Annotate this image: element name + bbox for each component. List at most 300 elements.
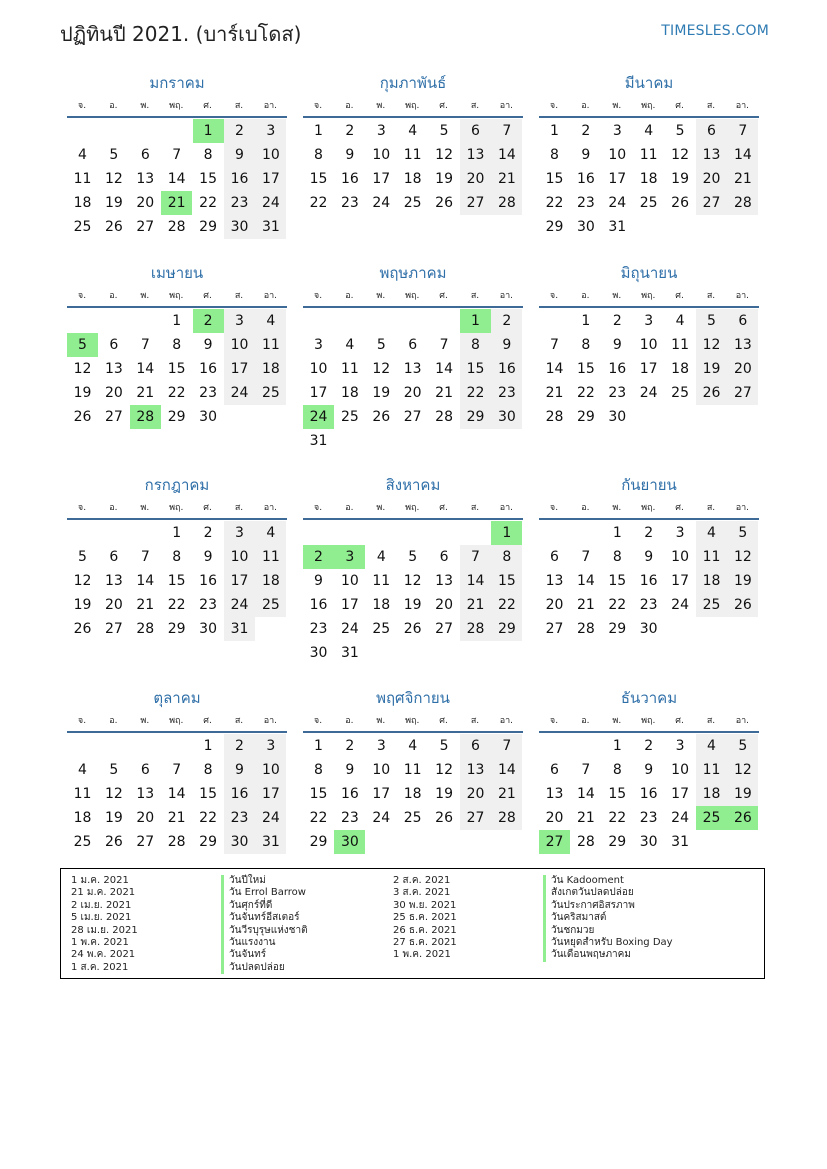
month-divider [303,116,523,118]
day-cell: 17 [224,357,255,381]
day-cell: 18 [639,171,658,187]
day-cell: 14 [167,786,186,802]
day-cell: 15 [167,361,186,377]
day-cell: 30 [224,830,255,854]
day-cell: 5 [408,549,418,565]
site-brand-link[interactable]: TIMESLES.COM [661,23,769,39]
day-cell: 12 [435,762,453,778]
legend-date: 21 ม.ค. 2021 [71,887,136,899]
day-cell: 12 [727,545,758,569]
day-cell: 29 [167,621,186,637]
day-cell: 3 [644,313,654,329]
day-cell: 13 [545,786,564,802]
day-cell: 9 [203,549,213,565]
day-cell: 20 [435,597,453,613]
day-cell: 18 [696,569,727,593]
day-cell: 13 [104,361,123,377]
legend-name-column [221,875,308,974]
day-cell: 19 [435,786,453,802]
weekday-label: ศ. [203,716,212,726]
weekday-label: ส. [234,291,244,301]
weekday-label: พฤ. [169,503,184,513]
day-cell: 15 [491,569,522,593]
weekday-header [67,713,287,727]
day-cell: 5 [109,762,119,778]
weekday-label: ศ. [439,503,448,513]
day-cell: 29 [491,617,522,641]
day-cell: 29 [199,834,217,850]
day-cell: 4 [675,313,685,329]
day-cell: 2 [644,738,654,754]
day-cell: 27 [136,834,155,850]
day-cell: 1 [612,738,622,754]
day-cell: 3 [376,738,386,754]
day-cell: 24 [639,385,658,401]
day-cell: 2 [224,734,255,758]
day-cell: 15 [608,786,627,802]
day-cell: 7 [581,762,591,778]
weekday-label: พ. [376,503,386,513]
weekday-label: อ. [581,291,590,301]
day-cell: 10 [639,337,658,353]
day-cell: 27 [460,806,491,830]
day-cell: 19 [696,357,727,381]
weekday-label: ส. [470,716,480,726]
day-cell: 7 [172,762,182,778]
legend-holiday-name: วันปลดปล่อย [221,962,308,974]
weekday-label: ส. [706,716,716,726]
day-cell: 18 [255,569,286,593]
day-cell: 9 [345,147,355,163]
holiday-day-cell: 1 [193,119,224,143]
holiday-day-cell: 1 [460,309,491,333]
weekday-label: พฤ. [405,716,420,726]
day-cell: 27 [104,621,123,637]
day-cell: 21 [435,385,453,401]
day-cell: 8 [612,762,622,778]
weekday-label: พ. [612,291,622,301]
weekday-label: อา. [499,291,514,301]
weekday-label: อ. [345,291,354,301]
day-cell: 4 [345,337,355,353]
weekday-label: จ. [77,503,87,513]
weekday-label: อ. [581,503,590,513]
weekday-label: ส. [470,101,480,111]
day-cell: 21 [136,385,155,401]
day-cell: 25 [639,195,658,211]
month-name: เมษายน [150,264,204,282]
day-cell: 1 [550,123,559,139]
day-cell: 23 [199,385,217,401]
day-cell: 25 [73,834,92,850]
day-cell: 30 [199,621,217,637]
weekday-label: ส. [234,101,244,111]
day-cell: 23 [224,191,255,215]
day-cell: 17 [224,569,255,593]
weekday-label: ศ. [203,503,212,513]
weekday-header [539,288,759,302]
day-cell: 9 [314,573,323,589]
legend-date: 28 เม.ย. 2021 [71,924,138,936]
day-cell: 6 [550,762,559,778]
day-cell: 7 [140,549,150,565]
day-cell: 19 [104,810,123,826]
day-cell: 22 [167,597,186,613]
day-cell: 31 [224,617,255,641]
day-cell: 9 [224,758,255,782]
day-cell: 5 [109,147,119,163]
weekday-label: ส. [234,503,244,513]
day-cell: 29 [576,409,595,425]
weekday-label: พฤ. [641,101,656,111]
weekday-label: จ. [313,101,323,111]
month-divider [303,731,523,733]
day-cell: 13 [545,573,564,589]
weekday-label: อ. [109,716,118,726]
day-cell: 6 [460,734,491,758]
day-cell: 22 [576,385,595,401]
day-cell: 22 [545,195,564,211]
month-divider [539,306,759,308]
day-cell: 14 [576,573,595,589]
weekday-label: พฤ. [641,503,656,513]
day-cell: 9 [612,337,622,353]
legend-date: 1 ส.ค. 2021 [71,961,129,973]
day-cell: 8 [460,333,491,357]
day-cell: 16 [224,167,255,191]
day-cell: 31 [255,830,286,854]
day-cell: 13 [435,573,453,589]
day-cell: 6 [439,549,449,565]
day-cell: 11 [372,573,391,589]
weekday-label: ส. [706,101,716,111]
month-divider [303,518,523,520]
day-cell: 16 [340,786,359,802]
day-cell: 20 [460,167,491,191]
day-cell: 20 [545,810,564,826]
day-cell: 2 [203,525,213,541]
day-cell: 3 [612,123,622,139]
weekday-label: พ. [376,291,386,301]
day-cell: 30 [224,215,255,239]
weekday-label: พฤ. [405,291,420,301]
day-cell: 30 [639,834,658,850]
day-cell: 21 [491,782,522,806]
day-cell: 19 [727,782,758,806]
day-cell: 11 [696,545,727,569]
holiday-day-cell: 25 [696,806,727,830]
weekday-label: พ. [612,503,622,513]
day-cell: 3 [224,309,255,333]
day-cell: 12 [727,758,758,782]
weekday-header [67,98,287,112]
day-cell: 30 [491,405,522,429]
weekday-label: ศ. [203,101,212,111]
day-cell: 14 [460,569,491,593]
month-name: ตุลาคม [153,689,201,707]
day-cell: 21 [460,593,491,617]
day-cell: 31 [608,219,627,235]
day-cell: 8 [612,549,622,565]
day-cell: 6 [696,119,727,143]
day-cell: 11 [403,762,422,778]
weekday-label: อา. [735,101,750,111]
day-cell: 15 [460,357,491,381]
holiday-day-cell: 21 [161,191,192,215]
day-cell: 6 [727,309,758,333]
legend-date-column [71,875,138,974]
day-cell: 11 [639,147,658,163]
day-cell: 14 [727,143,758,167]
day-cell: 29 [309,834,328,850]
weekday-label: อา. [735,716,750,726]
day-cell: 27 [104,409,123,425]
day-cell: 13 [136,786,155,802]
weekday-label: ศ. [675,503,684,513]
weekday-label: พ. [140,101,150,111]
day-cell: 22 [167,385,186,401]
legend-holiday-name: วันจันทร์อีสเตอร์ [221,912,308,924]
day-cell: 25 [255,593,286,617]
day-cell: 5 [78,549,87,565]
day-cell: 21 [576,810,595,826]
month-name: กรกฎาคม [144,476,210,494]
day-cell: 17 [255,167,286,191]
day-cell: 14 [136,573,155,589]
day-cell: 22 [199,810,217,826]
day-cell: 4 [696,521,727,545]
day-cell: 30 [309,645,328,661]
legend-holiday-name: วันคริสมาสต์ [543,912,673,924]
legend-date: 5 เม.ย. 2021 [71,912,132,924]
day-cell: 18 [73,810,92,826]
day-cell: 3 [314,337,323,353]
day-cell: 7 [491,734,522,758]
day-cell: 28 [576,834,595,850]
day-cell: 14 [435,361,453,377]
day-cell: 10 [340,573,359,589]
day-cell: 26 [727,593,758,617]
day-cell: 20 [136,195,155,211]
day-cell: 21 [491,167,522,191]
legend-date: 1 พ.ค. 2021 [393,949,451,961]
day-cell: 16 [576,171,595,187]
day-cell: 17 [255,782,286,806]
day-cell: 25 [73,219,92,235]
day-cell: 7 [460,545,491,569]
day-cell: 28 [491,191,522,215]
day-cell: 23 [576,195,595,211]
day-cell: 6 [460,119,491,143]
day-cell: 26 [73,409,92,425]
day-cell: 20 [403,385,422,401]
month-name: มีนาคม [624,74,674,92]
day-cell: 13 [136,171,155,187]
day-cell: 4 [255,521,286,545]
day-cell: 9 [224,143,255,167]
day-cell: 28 [460,617,491,641]
holiday-day-cell: 2 [193,309,224,333]
holiday-day-cell: 3 [334,545,365,569]
day-cell: 28 [435,409,453,425]
holiday-day-cell: 2 [303,545,334,569]
day-cell: 19 [104,195,123,211]
day-cell: 7 [140,337,150,353]
day-cell: 19 [73,385,92,401]
day-cell: 24 [255,806,286,830]
day-cell: 10 [372,762,391,778]
weekday-label: ส. [470,291,480,301]
legend-date: 1 พ.ค. 2021 [71,936,129,948]
weekday-label: พ. [612,716,622,726]
weekday-label: อา. [499,716,514,726]
weekday-label: พฤ. [169,716,184,726]
weekday-label: อา. [735,503,750,513]
day-cell: 25 [696,593,727,617]
day-cell: 1 [172,313,182,329]
day-cell: 17 [608,171,627,187]
day-cell: 17 [639,361,658,377]
day-cell: 20 [104,385,123,401]
day-cell: 27 [460,191,491,215]
day-cell: 26 [104,219,123,235]
day-cell: 23 [199,597,217,613]
day-cell: 8 [581,337,591,353]
day-cell: 15 [167,573,186,589]
day-cell: 11 [403,147,422,163]
day-cell: 29 [608,621,627,637]
day-cell: 2 [612,313,622,329]
weekday-label: อ. [345,503,354,513]
day-cell: 25 [340,409,359,425]
day-cell: 12 [104,171,123,187]
day-cell: 25 [403,195,422,211]
day-cell: 30 [576,219,595,235]
day-cell: 11 [255,333,286,357]
day-cell: 13 [727,333,758,357]
day-cell: 17 [671,786,689,802]
day-cell: 3 [255,734,286,758]
weekday-label: จ. [313,291,323,301]
day-cell: 16 [309,597,328,613]
day-cell: 29 [167,409,186,425]
day-cell: 24 [224,381,255,405]
day-cell: 13 [104,573,123,589]
day-cell: 27 [435,621,453,637]
day-cell: 11 [671,337,689,353]
day-cell: 20 [136,810,155,826]
day-cell: 8 [550,147,559,163]
weekday-label: อา. [263,716,278,726]
weekday-label: จ. [549,716,559,726]
day-cell: 9 [644,762,654,778]
day-cell: 6 [408,337,418,353]
day-cell: 14 [167,171,186,187]
weekday-label: อา. [499,503,514,513]
weekday-label: อ. [581,101,590,111]
day-cell: 15 [309,171,328,187]
legend-date: 24 พ.ค. 2021 [71,949,136,961]
month-name: ธันวาคม [620,689,678,707]
day-cell: 7 [439,337,449,353]
day-cell: 10 [255,758,286,782]
day-cell: 21 [576,597,595,613]
day-cell: 4 [696,734,727,758]
day-cell: 24 [255,191,286,215]
day-cell: 23 [224,806,255,830]
legend-date: 27 ธ.ค. 2021 [393,936,457,948]
day-cell: 25 [403,810,422,826]
day-cell: 27 [727,381,758,405]
weekday-label: พ. [612,101,622,111]
day-cell: 6 [140,762,150,778]
weekday-label: อา. [499,101,514,111]
legend-date: 26 ธ.ค. 2021 [393,924,457,936]
day-cell: 30 [608,409,627,425]
legend-holiday-name: สังเกตวันปลดปล่อย [543,887,673,899]
day-cell: 19 [435,171,453,187]
day-cell: 19 [73,597,92,613]
day-cell: 7 [172,147,182,163]
day-cell: 24 [671,597,689,613]
month-divider [67,116,287,118]
day-cell: 28 [167,219,186,235]
day-cell: 3 [224,521,255,545]
day-cell: 24 [340,621,359,637]
day-cell: 7 [727,119,758,143]
day-cell: 7 [550,337,559,353]
day-cell: 18 [255,357,286,381]
day-cell: 23 [639,597,658,613]
legend-holiday-name: วันปีใหม่ [221,875,308,887]
day-cell: 18 [73,195,92,211]
weekday-label: จ. [549,101,559,111]
day-cell: 4 [644,123,654,139]
month-name: มิถุนายน [620,264,678,282]
day-cell: 28 [576,621,595,637]
month-name: พฤศจิกายน [376,689,450,707]
legend-date: 3 ส.ค. 2021 [393,887,451,899]
day-cell: 12 [403,573,422,589]
day-cell: 18 [372,597,391,613]
day-cell: 28 [491,806,522,830]
legend-holiday-name: วันหยุดสำหรับ Boxing Day [543,937,673,949]
weekday-header [539,500,759,514]
day-cell: 10 [671,549,689,565]
day-cell: 28 [727,191,758,215]
legend-holiday-name: วันแรงงาน [221,937,308,949]
day-cell: 20 [727,357,758,381]
day-cell: 10 [224,333,255,357]
weekday-label: อา. [263,101,278,111]
day-cell: 14 [545,361,564,377]
day-cell: 29 [199,219,217,235]
day-cell: 9 [203,337,213,353]
legend-holiday-name: วัน Errol Barrow [221,887,308,899]
day-cell: 5 [376,337,386,353]
day-cell: 17 [372,786,391,802]
day-cell: 4 [408,738,418,754]
day-cell: 9 [345,762,355,778]
legend-date: 25 ธ.ค. 2021 [393,912,457,924]
weekday-label: พฤ. [169,291,184,301]
day-cell: 16 [639,573,658,589]
day-cell: 27 [136,219,155,235]
day-cell: 5 [727,521,758,545]
legend-date: 1 ม.ค. 2021 [71,875,129,886]
day-cell: 30 [639,621,658,637]
day-cell: 10 [309,361,328,377]
